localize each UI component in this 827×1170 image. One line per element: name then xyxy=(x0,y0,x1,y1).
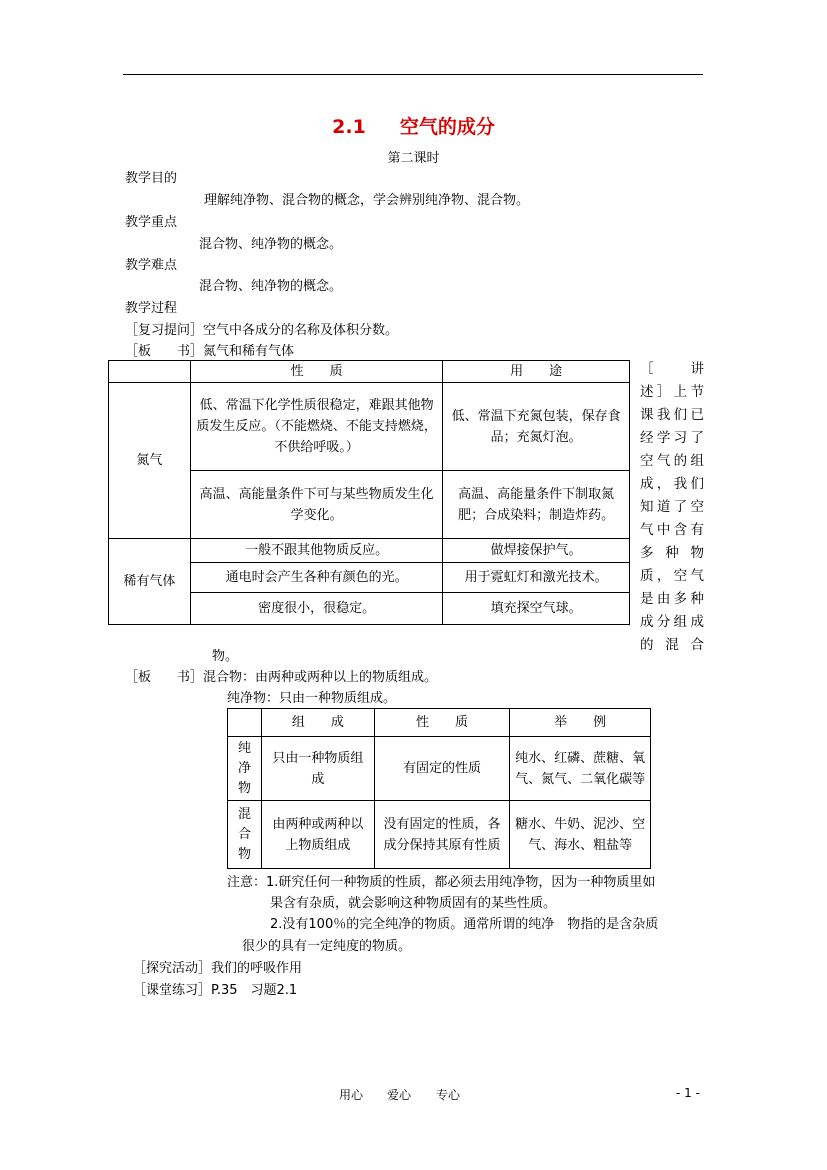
difficulty-label: 教学难点 xyxy=(125,258,178,273)
note-2-line-2: 很少的具有一定纯度的物质。 xyxy=(242,939,412,954)
table-cell: 一般不跟其他物质反应。 xyxy=(190,539,442,563)
board-note-1: ［板 书］氮气和稀有气体 xyxy=(125,344,295,359)
lecture-line: 知道了空 xyxy=(640,499,704,515)
lecture-line: 空气的组 xyxy=(640,453,704,469)
goal-text: 理解纯净物、混合物的概念，学会辨别纯净物、混合物。 xyxy=(204,193,530,208)
class-exercise: ［课堂练习］P.35 习题2.1 xyxy=(133,983,298,998)
footer-motto-3: 专心 xyxy=(436,1088,461,1102)
table-cell: 有固定的性质 xyxy=(374,737,510,801)
lesson-subtitle: 第二课时 xyxy=(387,151,440,166)
key-text: 混合物、纯净物的概念。 xyxy=(199,237,343,252)
lecture-line: 经学习了 xyxy=(640,430,704,446)
noble-gas-label: 稀有气体 xyxy=(109,539,191,625)
table-cell: 由两种或两种以上物质组成 xyxy=(261,801,374,869)
gas-table xyxy=(108,360,630,625)
note-1-line-1: 注意：1.研究任何一种物质的性质，都必须去用纯净物，因为一种物质里如 xyxy=(227,875,656,890)
table-cell: 糖水、牛奶、泥沙、空气、海水、粗盐等 xyxy=(510,801,651,869)
note-2-line-1: 2.没有100％的完全纯净的物质。通常所谓的纯净 物指的是含杂质 xyxy=(270,917,659,932)
table-cell: 纯水、红磷、蔗糖、氧气、氮气、二氧化碳等 xyxy=(510,737,651,801)
review-question: ［复习提问］空气中各成分的名称及体积分数。 xyxy=(125,323,399,338)
substance-header-property: 性 质 xyxy=(374,709,510,737)
title-text: 空气的成分 xyxy=(399,116,495,138)
lecture-line: 气中含有 xyxy=(640,522,704,538)
note-1-line-2: 果含有杂质，就会影响这种物质固有的某些性质。 xyxy=(270,896,557,911)
difficulty-text: 混合物、纯净物的概念。 xyxy=(199,279,343,294)
title-number: 2.1 xyxy=(332,116,366,138)
lecture-line: 课我们已 xyxy=(640,407,704,423)
gas-table-corner xyxy=(109,361,191,383)
page-title xyxy=(0,112,827,139)
lecture-line: 的混合 xyxy=(640,637,704,653)
page-number: - 1 - xyxy=(676,1086,700,1100)
table-cell: 密度很小，很稳定。 xyxy=(190,593,442,625)
table-cell: 通电时会产生各种有颜色的光。 xyxy=(190,563,442,593)
footer-motto-2: 爱心 xyxy=(387,1088,412,1102)
board-label: ［板 书］ xyxy=(125,670,204,685)
lecture-line: 多种物 xyxy=(640,545,704,561)
lecture-line: 述］上节 xyxy=(640,384,704,400)
table-cell: 填充探空气球。 xyxy=(443,593,630,625)
substance-header-composition: 组 成 xyxy=(261,709,374,737)
table-cell: 高温、高能量条件下制取氮肥；合成染料；制造炸药。 xyxy=(443,471,630,539)
goal-label: 教学目的 xyxy=(125,171,178,186)
nitrogen-label: 氮气 xyxy=(109,383,191,539)
lecture-line: 是由多种 xyxy=(640,591,704,607)
table-cell: 做焊接保护气。 xyxy=(443,539,630,563)
table-cell: 低、常温下化学性质很稳定，难跟其他物质发生反应。（不能燃烧、不能支持燃烧，不供给呼吸。） xyxy=(190,383,442,471)
lecture-tail: 物。 xyxy=(212,649,239,664)
substance-header-examples: 举 例 xyxy=(510,709,651,737)
gas-table-header-use: 用 途 xyxy=(443,361,630,383)
key-label: 教学重点 xyxy=(125,215,178,230)
mixture-definition: 混合物：由两种或两种以上的物质组成。 xyxy=(203,670,438,685)
table-cell: 只由一种物质组成 xyxy=(261,737,374,801)
board-note-2 xyxy=(125,666,437,685)
table-cell: 用于霓虹灯和激光技术。 xyxy=(443,563,630,593)
lecture-line: 成，我们 xyxy=(640,476,704,492)
table-cell: 低、常温下充氮包装，保存食品；充氮灯泡。 xyxy=(443,383,630,471)
inquiry-activity: ［探究活动］我们的呼吸作用 xyxy=(133,961,303,976)
substance-table-corner xyxy=(228,709,262,737)
footer-motto-1: 用心 xyxy=(339,1088,364,1102)
process-label: 教学过程 xyxy=(125,301,178,316)
table-cell: 高温、高能量条件下可与某些物质发生化学变化。 xyxy=(190,471,442,539)
lecture-line: 成分组成 xyxy=(640,614,704,630)
lecture-line: 质，空气 xyxy=(640,568,704,584)
lecture-sidebar xyxy=(640,358,704,657)
pure-label: 纯净物 xyxy=(228,737,262,801)
mixture-label: 混合物 xyxy=(228,801,262,869)
lecture-line: ［ 讲 xyxy=(640,361,704,377)
pure-definition: 纯净物：只由一种物质组成。 xyxy=(227,691,397,706)
table-cell: 没有固定的性质，各成分保持其原有性质 xyxy=(374,801,510,869)
header-rule xyxy=(123,74,703,75)
gas-table-header-property: 性 质 xyxy=(190,361,442,383)
substance-table xyxy=(227,708,651,869)
